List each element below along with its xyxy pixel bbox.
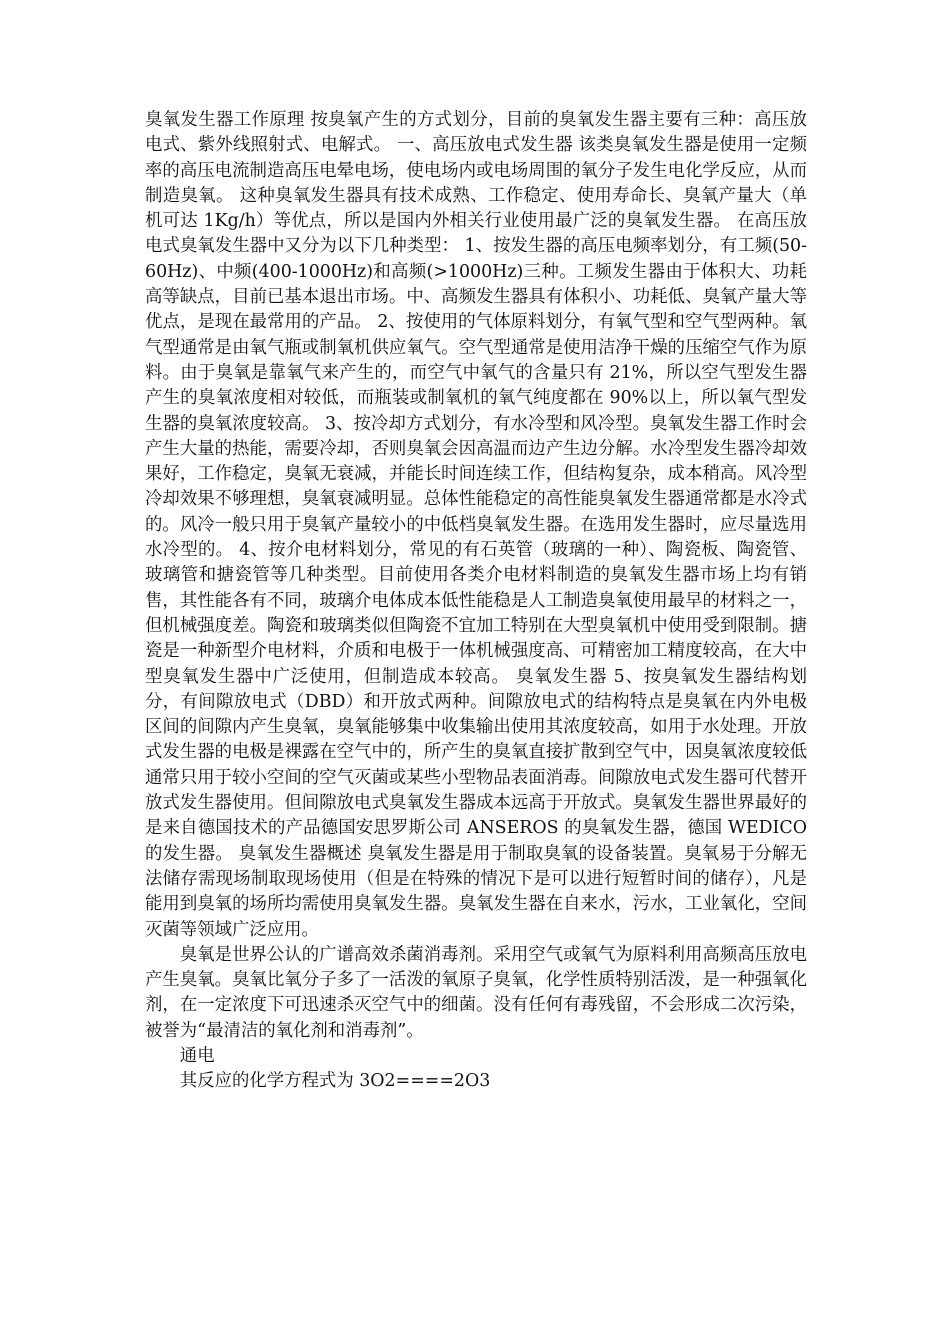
paragraph-main: 臭氧发生器工作原理 按臭氧产生的方式划分，目前的臭氧发生器主要有三种：高压放电式、紫外线照射式、电解式。 一、高压放电式发生器 该类臭氧发生器是使用一定频率的高压电流制造高压电晕电场，使电场内或电场周围的氧分子发生电化学反应，从而制造臭氧。 这种臭氧发生器具有技术成熟、工作稳定、使用寿命长、臭氧产量大（单机可达 1Kg/h）等优点，所以是国内外相关行业使用最广泛的臭氧发生器。 在高压放电式臭氧发生器中又分为以下几种类型： 1、按发生器的高压电频率划分，有工频(50-60Hz)、中频(400-1000Hz)和高频(>1000Hz)三种。工频发生器由于体积大、功耗高等缺点，目前已基本退出市场。中、高频发生器具有体积小、功耗低、臭氧产量大等优点，是现在最常用的产品。 2、按使用的气体原料划分，有氧气型和空气型两种。氧气型通常是由氧气瓶或制氧机供应氧气。空气型通常是使用洁净干燥的压缩空气作为原料。由于臭氧是靠氧气来产生的，而空气中氧气的含量只有 21%，所以空气型发生器产生的臭氧浓度相对较低，而瓶装或制氧机的氧气纯度都在 90%以上，所以氧气型发生器的臭氧浓度较高。 3、按冷却方式划分，有水冷型和风冷型。臭氧发生器工作时会产生大量的热能，需要冷却，否则臭氧会因高温而边产生边分解。水冷型发生器冷却效果好，工作稳定，臭氧无衰减，并能长时间连续工作，但结构复杂，成本稍高。风冷型冷却效果不够理想，臭氧衰减明显。总体性能稳定的高性能臭氧发生器通常都是水冷式的。风冷一般只用于臭氧产量较小的中低档臭氧发生器。在选用发生器时，应尽量选用水冷型的。 4、按介电材料划分，常见的有石英管（玻璃的一种）、陶瓷板、陶瓷管、玻璃管和搪瓷管等几种类型。目前使用各类介电材料制造的臭氧发生器市场上均有销售，其性能各有不同，玻璃介电体成本低性能稳是人工制造臭氧使用最早的材料之一，但机械强度差。陶瓷和玻璃类似但陶瓷不宜加工特别在大型臭氧机中使用受到限制。搪瓷是一种新型介电材料，介质和电极于一体机械强度高、可精密加工精度较高，在大中型臭氧发生器中广泛使用，但制造成本较高。 臭氧发生器 5、按臭氧发生器结构划分，有间隙放电式（DBD）和开放式两种。间隙放电式的结构特点是臭氧在内外电极区间的间隙内产生臭氧，臭氧能够集中收集输出使用其浓度较高，如用于水处理。开放式发生器的电极是裸露在空气中的，所产生的臭氧直接扩散到空气中，因臭氧浓度较低通常只用于较小空间的空气灭菌或某些小型物品表面消毒。间隙放电式发生器可代替开放式发生器使用。但间隙放电式臭氧发生器成本远高于开放式。臭氧发生器世界最好的是来自德国技术的产品德国安思罗斯公司 ANSEROS 的臭氧发生器，德国 WEDICO 的发生器。 臭氧发生器概述 臭氧发生器是用于制取臭氧的设备装置。臭氧易于分解无法储存需现场制取现场使用（但是在特殊的情况下是可以进行短暂时间的储存），凡是能用到臭氧的场所均需使用臭氧发生器。臭氧发生器在自来水，污水，工业氧化，空间灭菌等领域广泛应用。 (145, 110, 807, 940)
reaction-condition-line: 通电 (179, 1045, 215, 1066)
paragraph-second: 臭氧是世界公认的广谱高效杀菌消毒剂。采用空气或氧气为原料利用高频高压放电产生臭氧。臭氧比氧分子多了一活泼的氧原子臭氧，化学性质特别活泼，是一种强氧化剂，在一定浓度下可迅速杀灭空气中的细菌。没有任何有毒残留，不会形成二次污染，被誉为“最清洁的氧化剂和消毒剂”。 (145, 944, 807, 1041)
reaction-equation-line: 其反应的化学方程式为 3O2====2O3 (179, 1071, 491, 1092)
document-body (145, 108, 807, 1095)
